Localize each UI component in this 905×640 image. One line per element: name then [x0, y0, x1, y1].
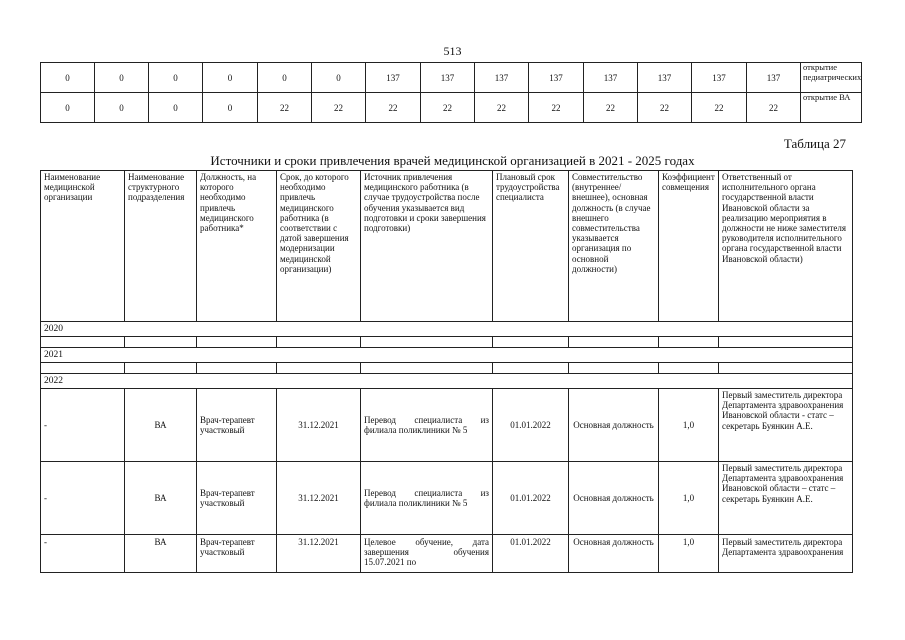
- combination-cell: Основная должность: [569, 535, 659, 573]
- table-cell: 22: [638, 93, 692, 123]
- table-cell: 22: [312, 93, 366, 123]
- source-cell: Перевод специалиста из филиала поликлиники № 5: [361, 462, 493, 535]
- column-header: Срок, до которого необходимо привлечь медицинского работника (в соответствии с датой завершения модернизации медицинской организации): [277, 171, 361, 322]
- empty-row: [41, 363, 853, 374]
- planned-date-cell: 01.01.2022: [493, 462, 569, 535]
- table-cell: 22: [366, 93, 421, 123]
- column-header: Коэффициент совмещения: [659, 171, 719, 322]
- year-row: [41, 374, 853, 389]
- table-cell: 137: [366, 63, 421, 93]
- column-header: Наименование структурного подразделения: [125, 171, 197, 322]
- deadline-cell: 31.12.2021: [277, 389, 361, 462]
- page-number: 513: [443, 44, 462, 58]
- coefficient-cell: 1,0: [659, 462, 719, 535]
- planned-date-cell: 01.01.2022: [493, 535, 569, 573]
- table-cell: 22: [421, 93, 475, 123]
- table-cell: 22: [529, 93, 584, 123]
- table-cell: 0: [95, 93, 149, 123]
- responsible-cell: Первый заместитель директора Департамента здравоохранения: [719, 535, 853, 573]
- position-cell: Врач-терапевт участковый: [197, 535, 277, 573]
- unit-cell: ВА: [125, 535, 197, 573]
- coefficient-cell: 1,0: [659, 535, 719, 573]
- table-cell: 22: [475, 93, 529, 123]
- column-header: Наименование медицинской организации: [41, 171, 125, 322]
- table-cell: 22: [747, 93, 801, 123]
- table-cell: 137: [529, 63, 584, 93]
- year-label: 2022: [41, 374, 853, 389]
- row-label: открытие ВА: [801, 93, 862, 123]
- main-table: [40, 170, 853, 573]
- top-table: [40, 62, 862, 123]
- column-header: Источник привлечения медицинского работника (в случае трудоустройства после обучения указывается вид подготовки и сроки завершения подготовки): [361, 171, 493, 322]
- unit-cell: ВА: [125, 462, 197, 535]
- table-row: [41, 389, 853, 462]
- table-cell: 0: [203, 93, 258, 123]
- table-cell: 0: [203, 63, 258, 93]
- top-table-row: [41, 93, 862, 123]
- column-header: Ответственный от исполнительного органа государственной власти Ивановской области за реализацию мероприятия в должности не ниже заместителя руководителя исполнительного органа государственной власти Ивановской области): [719, 171, 853, 322]
- header-row: [41, 171, 853, 322]
- empty-row: [41, 337, 853, 348]
- year-row: [41, 322, 853, 337]
- table-label: Таблица 27: [783, 136, 846, 151]
- table-cell: 137: [421, 63, 475, 93]
- planned-date-cell: 01.01.2022: [493, 389, 569, 462]
- deadline-cell: 31.12.2021: [277, 462, 361, 535]
- column-header: Совместительство (внутреннее/внешнее), основная должность (в случае внешнего совместительства указывается организация по основной должности): [569, 171, 659, 322]
- table-cell: 137: [747, 63, 801, 93]
- table-cell: 0: [258, 63, 312, 93]
- row-label: открытие педиатрических: [801, 63, 862, 93]
- table-cell: 0: [41, 63, 95, 93]
- source-cell: Целевое обучение, дата завершения обучения 15.07.2021 по: [361, 535, 493, 573]
- responsible-cell: Первый заместитель директора Департамента здравоохранения Ивановской области – статс – секретарь Буянкин А.Е.: [719, 462, 853, 535]
- org-cell: -: [41, 535, 125, 573]
- table-cell: 137: [584, 63, 638, 93]
- table-cell: 0: [149, 93, 203, 123]
- table-cell: 0: [41, 93, 95, 123]
- org-cell: -: [41, 389, 125, 462]
- combination-cell: Основная должность: [569, 462, 659, 535]
- deadline-cell: 31.12.2021: [277, 535, 361, 573]
- table-cell: 0: [95, 63, 149, 93]
- year-label: 2020: [41, 322, 853, 337]
- column-header: Должность, на которого необходимо привлечь медицинского работника*: [197, 171, 277, 322]
- table-cell: 22: [258, 93, 312, 123]
- table-row: [41, 462, 853, 535]
- table-title: Источники и сроки привлечения врачей медицинской организацией в 2021 - 2025 годах: [210, 153, 695, 168]
- table-cell: 22: [584, 93, 638, 123]
- table-cell: 0: [149, 63, 203, 93]
- table-row: [41, 535, 853, 573]
- table-cell: 0: [312, 63, 366, 93]
- position-cell: Врач-терапевт участковый: [197, 462, 277, 535]
- source-cell: Перевод специалиста из филиала поликлиники № 5: [361, 389, 493, 462]
- responsible-cell: Первый заместитель директора Департамента здравоохранения Ивановской области - статс – секретарь Буянкин А.Е.: [719, 389, 853, 462]
- table-cell: 137: [475, 63, 529, 93]
- year-row: [41, 348, 853, 363]
- top-table-row: [41, 63, 862, 93]
- table-cell: 22: [692, 93, 747, 123]
- year-label: 2021: [41, 348, 853, 363]
- coefficient-cell: 1,0: [659, 389, 719, 462]
- table-cell: 137: [692, 63, 747, 93]
- column-header: Плановый срок трудоустройства специалиста: [493, 171, 569, 322]
- org-cell: -: [41, 462, 125, 535]
- position-cell: Врач-терапевт участковый: [197, 389, 277, 462]
- combination-cell: Основная должность: [569, 389, 659, 462]
- unit-cell: ВА: [125, 389, 197, 462]
- table-cell: 137: [638, 63, 692, 93]
